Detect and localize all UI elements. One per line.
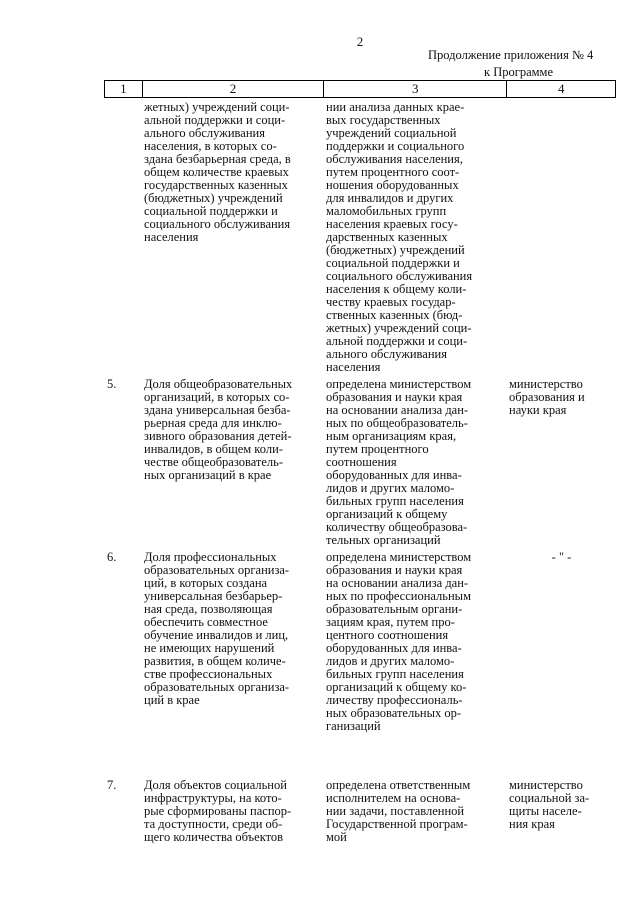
appendix-line-2: к Программе bbox=[484, 65, 554, 79]
header-col-3: 3 bbox=[324, 81, 507, 97]
row-5-method: определена министерством образования и науки края на основании анализа дан- ных по общеобразователь- ным организациям края, путем процентного соотношения оборудованных для инва- лидов и других маломо- бильных групп населения организаций к общему количеству общеобразова- тельных организаций bbox=[326, 377, 472, 547]
row-7-method: определена ответственным исполнителем на основа- нии задачи, поставленной Государственной програм- мой bbox=[326, 778, 471, 844]
table-header-row bbox=[104, 80, 616, 98]
row-7-number: 7. bbox=[107, 778, 117, 792]
row-6-method: определена министерством образования и науки края на основании анализа дан- ных по профессиональным образовательным органи- зациям края, путем про- центного соотношения оборудованных для инва- лидов и других маломо- бильных групп населения организаций к общему ко- личеству профессиональ- ных образовательных ор- ганизаций bbox=[326, 550, 472, 733]
header-col-4: 4 bbox=[557, 81, 565, 96]
row-7-responsible: министерство социальной за- щиты населе- ния края bbox=[509, 778, 590, 831]
appendix-caption bbox=[428, 47, 593, 81]
page-number: 2 bbox=[356, 34, 364, 49]
header-col-1: 1 bbox=[105, 81, 143, 97]
row-cont-method: нии анализа данных крае- вых государственных учреждений социальной поддержки и социального обслуживания населения, путем процентного соот- ношения оборудованных для инвалидов и других маломобильных групп населения краевых госу- дарственных казенных (бюджетных) учреждений социальной поддержки и социального обслуживания населения к общему коли- честву краевых государ- ственных казенных (бюд- жетных) учреждений соци- альной поддержки и соци- ального обслуживания населения bbox=[326, 100, 473, 374]
row-6-indicator: Доля профессиональных образовательных организа- ций, в которых создана универсальная безбарьер- ная среда, позволяющая обеспечить совместное обучение инвалидов и лиц, не имеющих нарушений развития, в общем количе- стве профессиональных образовательных организа- ций в крае bbox=[144, 550, 290, 707]
row-7-indicator: Доля объектов социальной инфраструктуры, на кото- рые сформированы паспор- та доступности, среди об- щего количества объектов bbox=[144, 778, 292, 844]
header-col-2: 2 bbox=[143, 81, 324, 97]
appendix-line-1: Продолжение приложения № 4 bbox=[428, 48, 594, 62]
row-cont-indicator: жетных) учреждений соци- альной поддержки и соци- ального обслуживания населения, в которых со- здана безбарьерная среда, в общем количестве краевых государственных казенных (бюджетных) учреждений социальной поддержки и социального обслуживания населения bbox=[144, 100, 291, 244]
row-6-number: 6. bbox=[107, 550, 117, 564]
row-5-number: 5. bbox=[107, 377, 117, 391]
row-5-responsible: министерство образования и науки края bbox=[509, 377, 585, 417]
row-5-indicator: Доля общеобразовательных организаций, в которых со- здана универсальная безба- рьерная среда для инклю- зивного образования детей- инвалидов, в общем коли- честве общеобразователь- ных организаций в крае bbox=[144, 377, 293, 482]
row-6-responsible: - " - bbox=[551, 550, 572, 564]
